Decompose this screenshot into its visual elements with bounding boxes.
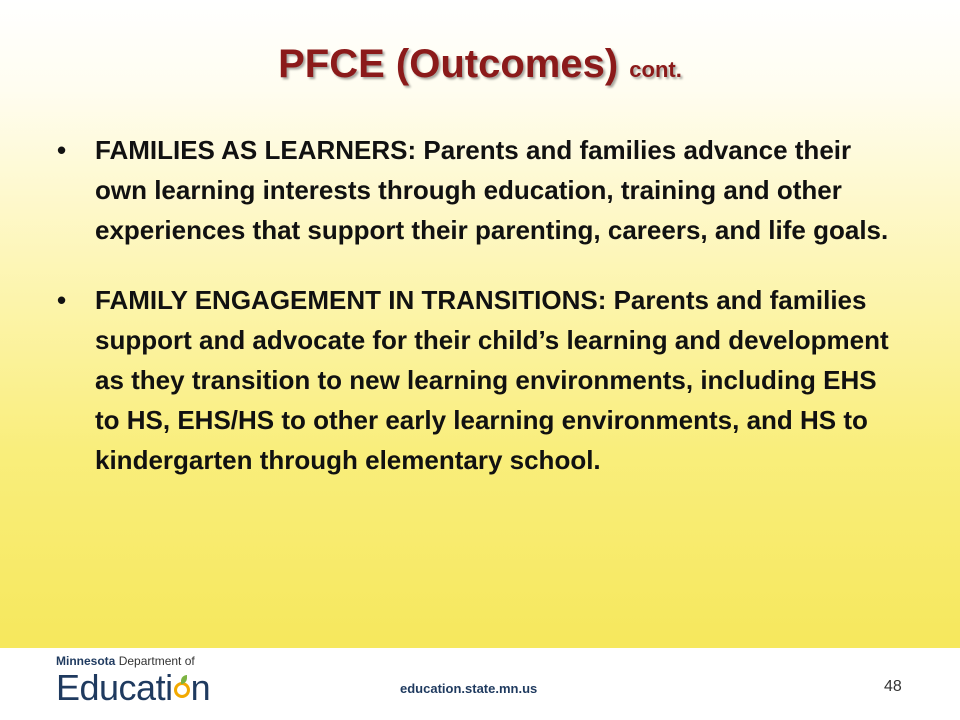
logo-wordmark (56, 668, 210, 708)
logo-department: Department of (118, 654, 195, 668)
logo-top-line (56, 654, 210, 668)
logo-word-start: Educati (56, 667, 173, 708)
footer-url: education.state.mn.us (400, 681, 538, 696)
slide-title-suffix: cont. (629, 57, 682, 82)
slide-title-main: PFCE (Outcomes) (278, 42, 619, 86)
logo-state: Minnesota (56, 654, 116, 668)
bullet-list (55, 130, 895, 510)
footer (0, 648, 960, 720)
bullet-families-as-learners: • FAMILIES AS LEARNERS: Parents and families advance their own learning interests through education, training and other experiences that support their parenting, careers, and life goals. (55, 130, 895, 250)
logo-word-end: n (190, 667, 211, 708)
slide-title (0, 40, 960, 94)
sprout-icon (174, 682, 190, 698)
page-number: 48 (884, 678, 902, 695)
mde-logo (56, 654, 210, 708)
bullet-family-engagement-transitions: • FAMILY ENGAGEMENT IN TRANSITIONS: Parents and families support and advocate for their child’s learning and development as they transition to new learning environments, including EHS to HS, EHS/HS to other early learning environments, and HS to kindergarten through elementary school. (55, 280, 895, 480)
